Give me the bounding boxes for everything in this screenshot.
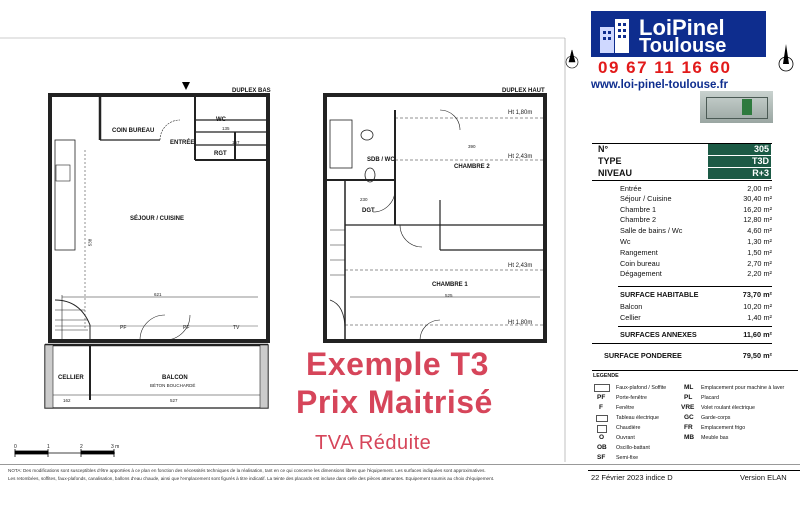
revision-date: 22 Février 2023 indice D [591, 473, 673, 482]
room-wc: WC [216, 117, 226, 123]
dgt-size: 230 [360, 197, 368, 202]
height-label: Ht 1,80m [508, 110, 533, 116]
legend-key: PF [597, 394, 606, 401]
legend-item: Emplacement frigo [701, 425, 746, 431]
brand-name-line-1: LoiPinel [639, 15, 725, 40]
legend-item: Fenêtre [616, 405, 635, 411]
legend-key: PL [684, 394, 693, 401]
surfaces-annexes-row: SURFACES ANNEXES 11,60 m² [620, 330, 772, 339]
duplex-bas-title: DUPLEX BAS [232, 88, 271, 94]
height-label: Ht 2,43m [508, 263, 533, 269]
legend-key: ML [684, 384, 694, 391]
room-cellier: CELLIER [58, 375, 84, 381]
balcon-finish: BÉTON BOUCHARDÉ [150, 383, 196, 388]
legend-key: VRE [681, 404, 695, 411]
boiler-icon [597, 425, 607, 433]
room-area-row: Chambre 2 12,80 m² [620, 215, 772, 224]
room-area-row: Séjour / Cuisine 30,40 m² [620, 194, 772, 203]
website-link[interactable]: www.loi-pinel-toulouse.fr [591, 79, 728, 91]
brand-logo[interactable] [591, 11, 766, 57]
legend-item: Emplacement pour machine à laver [701, 385, 785, 391]
chambre-1-size: 525 [445, 293, 453, 298]
annex-area-row: Cellier 1,40 m² [620, 313, 772, 322]
entry-arrow-icon [182, 82, 190, 90]
wc-size: 135 [222, 126, 230, 131]
height-label: Ht 2,43m [508, 154, 533, 160]
scale-label-3: 3 m [111, 444, 120, 450]
legend-item: Tableau électrique [616, 415, 659, 421]
room-chambre-2: CHAMBRE 2 [454, 164, 490, 170]
marker-tv: TV [233, 325, 240, 331]
type-label: TYPE [598, 156, 622, 166]
room-coin-bureau: COIN BUREAU [112, 128, 155, 134]
promo-line-1: Exemple T3 [306, 346, 489, 382]
room-dgt: DGT [362, 208, 375, 214]
footer-note-2: Les retombées, soffites, faux-plafonds, canalisation, ballons d'eau chaude, ainsi que l'emplacement sont figurés à titre indicatif. La teinte des placards est incluse dans celle des pièces attenantes. Equipement soumis au choix d'équipement. [8, 476, 495, 481]
room-sejour-cuisine: SÉJOUR / CUISINE [130, 216, 185, 222]
room-area-row: Wc 1,30 m² [620, 237, 772, 246]
legend-item: Faux-plafond / Soffite [616, 385, 667, 391]
room-rgt: RGT [214, 151, 227, 157]
legend-key: OB [597, 444, 607, 451]
marker-pf: PF [183, 325, 190, 331]
brand-name-line-2: Toulouse [639, 35, 727, 57]
promo-line-3: TVA Réduite [315, 432, 432, 454]
building-icon [596, 17, 634, 53]
cellier-width: 162 [63, 398, 71, 403]
marker-pf: PF [120, 325, 127, 331]
type-value: T3D [708, 156, 771, 167]
room-area-row: Rangement 1,50 m² [620, 248, 772, 257]
room-area-row: Dégagement 2,20 m² [620, 269, 772, 278]
num-value: 305 [708, 144, 771, 155]
num-label: N° [598, 144, 609, 154]
chambre-2-size: 390 [468, 144, 476, 149]
room-area-row: Chambre 1 16,20 m² [620, 205, 772, 214]
legend-item: Ouvrant [616, 435, 635, 441]
rgt-size: 167 [232, 140, 240, 145]
height-label: Ht 1,80m [508, 320, 533, 326]
room-balcon: BALCON [162, 375, 188, 381]
surface-ponderee-row: SURFACE PONDEREE 79,50 m² [604, 351, 772, 360]
legend-item: Chaudière [616, 425, 641, 431]
legend-item: Semi-fixe [616, 455, 639, 461]
promo-line-2: Prix Maitrisé [296, 384, 493, 420]
legend-item: Placard [701, 395, 719, 401]
room-entree: ENTRÉE [170, 140, 195, 146]
scale-label-0: 0 [14, 444, 17, 450]
duplex-haut-title: DUPLEX HAUT [502, 88, 545, 94]
legend-key: F [599, 404, 603, 411]
scale-label-1: 1 [47, 444, 50, 450]
scale-bar [15, 449, 115, 457]
legend-key: FR [684, 424, 693, 431]
legend-item: Porte-fenêtre [616, 395, 647, 401]
room-sdb-wc: SDB / WC [367, 157, 395, 163]
legend-title: LEGENDE [593, 373, 619, 379]
north-arrow-icon [566, 50, 578, 68]
building-thumbnail [700, 91, 773, 123]
electric-panel-icon [596, 415, 608, 422]
niveau-value: R+3 [708, 168, 771, 179]
legend-key: SF [597, 454, 606, 461]
room-area-row: Coin bureau 2,70 m² [620, 259, 772, 268]
annex-area-row: Balcon 10,20 m² [620, 302, 772, 311]
surface-habitable-row: SURFACE HABITABLE 73,70 m² [620, 290, 772, 299]
sejour-depth: 538 [87, 238, 93, 247]
legend-key: GC [684, 414, 694, 421]
legend-item: Volet roulant électrique [701, 405, 755, 411]
sejour-width: 621 [154, 292, 162, 297]
room-area-row: Entrée 2,00 m² [620, 184, 772, 193]
room-area-row: Salle de bains / Wc 4,60 m² [620, 226, 772, 235]
legend-item: Garde-corps [701, 415, 731, 421]
legend-key: O [599, 434, 605, 441]
room-chambre-1: CHAMBRE 1 [432, 282, 468, 288]
scale-label-2: 2 [80, 444, 83, 450]
phone-number[interactable]: 09 67 11 16 60 [598, 58, 732, 77]
legend-item: Oscillo-battant [616, 445, 650, 451]
legend-item: Meuble bas [701, 435, 729, 441]
footer-note-1: NOTA: Des modifications sont susceptibles d'être apportées à ce plan en fonction des nécessités techniques de la réalisation, tant en ce qui concerne les dimensions libres que l'équipement. Les surfaces indiquées sont approximatives. [8, 468, 486, 473]
balcon-width: 527 [170, 398, 178, 403]
niveau-label: NIVEAU [598, 168, 633, 178]
north-arrow-icon [776, 40, 796, 76]
duplex-haut-walls [325, 95, 545, 341]
legend-key: MB [684, 434, 695, 441]
version-label: Version ELAN [740, 473, 787, 482]
